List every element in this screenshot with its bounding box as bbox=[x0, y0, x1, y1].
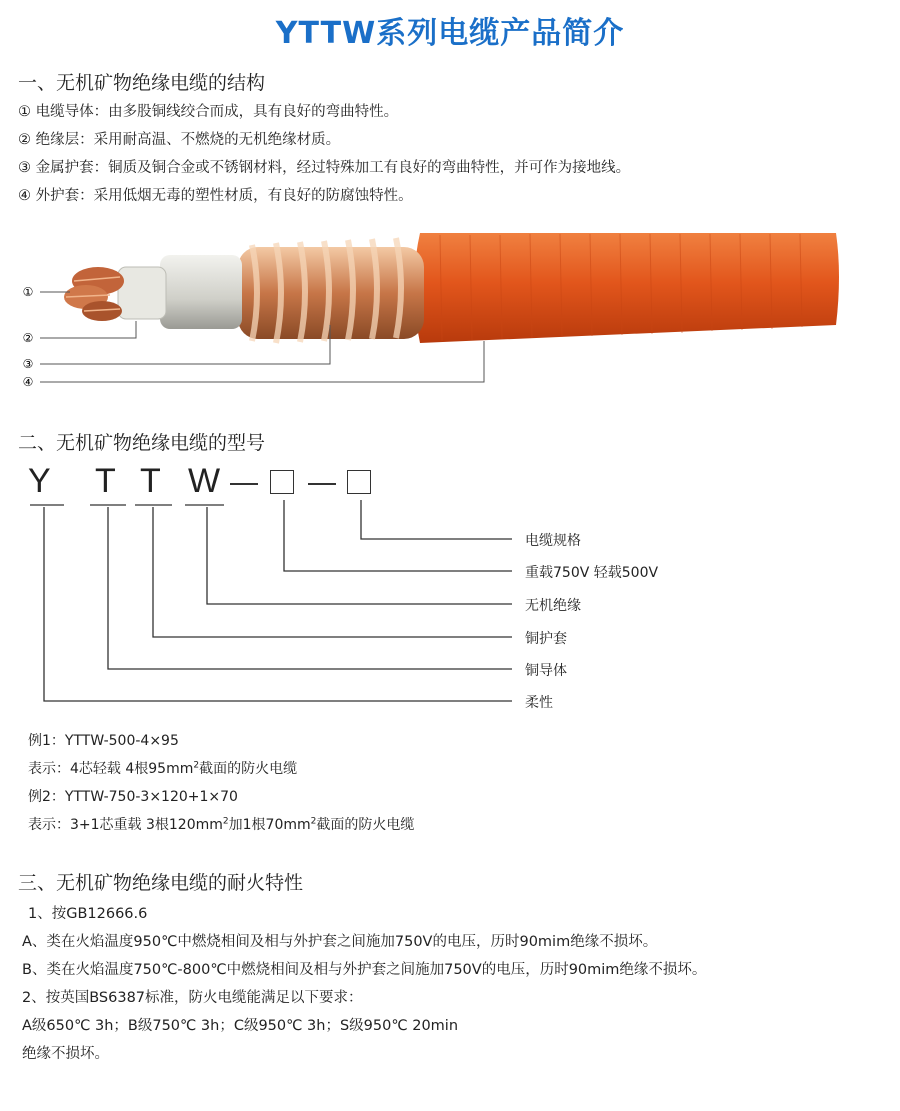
label-voltage: 重载750V 轻载500V bbox=[525, 565, 659, 581]
fire-line-4: 2、按英国BS6387标准，防火电缆能满足以下要求： bbox=[22, 990, 363, 1006]
fire-line-1: 1、按GB12666.6 bbox=[28, 906, 148, 922]
example-1-meaning: 表示：4芯轻载 4根$95mm^2$截面的防火电缆 bbox=[28, 760, 298, 777]
code-letter-y: Y bbox=[28, 462, 51, 500]
structure-item-2: ② 绝缘层：采用耐高温、不燃烧的无机绝缘材质。 bbox=[18, 132, 341, 148]
label-copper-conductor: 铜导体 bbox=[525, 663, 567, 679]
structure-item-1: ① 电缆导体：由多股铜线绞合而成，具有良好的弯曲特性。 bbox=[18, 104, 399, 120]
code-letter-t2: T bbox=[140, 462, 161, 500]
section1-heading: 一、无机矿物绝缘电缆的结构 bbox=[18, 72, 266, 94]
diagram-label-2: ② bbox=[22, 331, 34, 345]
example-2: 例2：YTTW-750-3×120+1×70 bbox=[28, 789, 238, 805]
label-flexible: 柔性 bbox=[525, 695, 553, 711]
insulation-layer bbox=[160, 255, 242, 329]
example-2-meaning: 表示：3+1芯重载 3根$120mm^2$加1根$70mm^2$截面的防火电缆 bbox=[28, 816, 415, 833]
code-letter-w: W bbox=[188, 462, 221, 500]
copper-conductors bbox=[64, 267, 124, 321]
copper-sheath bbox=[238, 238, 424, 343]
diagram-label-4: ④ bbox=[22, 375, 34, 389]
section3-heading: 三、无机矿物绝缘电缆的耐火特性 bbox=[18, 872, 304, 894]
diagram-label-1: ① bbox=[22, 285, 34, 299]
code-box-voltage bbox=[270, 470, 294, 494]
label-cable-spec: 电缆规格 bbox=[525, 533, 581, 549]
structure-item-4: ④ 外护套：采用低烟无毒的塑性材质，有良好的防腐蚀特性。 bbox=[18, 188, 413, 204]
structure-item-3: ③ 金属护套：铜质及铜合金或不锈钢材料，经过特殊加工有良好的弯曲特性，并可作为接地线。 bbox=[18, 160, 631, 176]
section2-heading: 二、无机矿物绝缘电缆的型号 bbox=[18, 432, 266, 454]
page-title: YTTW系列电缆产品简介 bbox=[275, 16, 625, 51]
label-mineral-insulation: 无机绝缘 bbox=[525, 598, 581, 614]
code-dash-2 bbox=[308, 483, 336, 485]
fire-line-2: A、类在火焰温度950℃中燃烧相间及相与外护套之间施加750V的电压，历时90mim绝缘不损坏。 bbox=[22, 934, 658, 950]
fire-line-5: A级650℃ 3h；B级750℃ 3h；C级950℃ 3h；S级950℃ 20min bbox=[22, 1018, 459, 1034]
label-copper-sheath: 铜护套 bbox=[525, 631, 567, 647]
fire-line-3: B、类在火焰温度750℃-800℃中燃烧相间及相与外护套之间施加750V的电压，历时90mim绝缘不损坏。 bbox=[22, 962, 707, 978]
code-letter-t1: T bbox=[95, 462, 116, 500]
code-box-spec bbox=[347, 470, 371, 494]
cable-illustration bbox=[0, 215, 900, 395]
example-1: 例1：YTTW-500-4×95 bbox=[28, 733, 179, 749]
code-dash-1 bbox=[230, 483, 258, 485]
fire-line-6: 绝缘不损坏。 bbox=[22, 1046, 109, 1062]
outer-jacket bbox=[414, 233, 839, 343]
model-tree-lines bbox=[0, 495, 900, 710]
diagram-label-3: ③ bbox=[22, 357, 34, 371]
